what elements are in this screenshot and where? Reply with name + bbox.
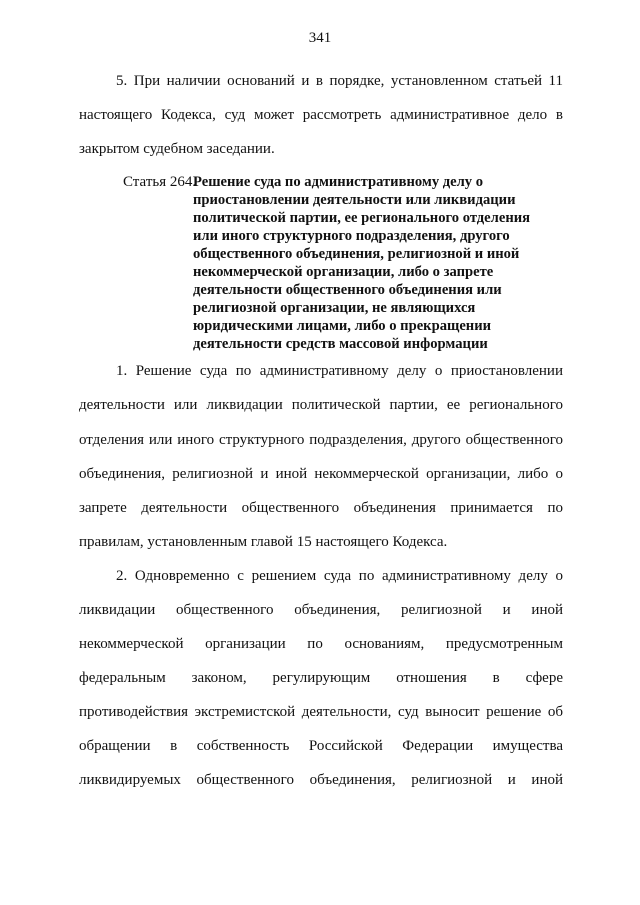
article-title-line: политической партии, ее регионального отделения [193, 210, 531, 226]
article-title-line: или иного структурного подразделения, другого [193, 228, 510, 244]
article-title-line: религиозной организации, не являющихся [193, 300, 476, 316]
article-title-line: некоммерческой организации, либо о запрете [193, 264, 494, 280]
article-title-line: общественного объединения, религиозной и иной [193, 246, 520, 262]
paragraph-2-line-3: некоммерческой организации по основаниям, предусмотренным [79, 636, 563, 652]
article-label: Статья 264. [123, 174, 197, 190]
article-title-line: Решение суда по административному делу о [193, 174, 484, 190]
paragraph-1-line-2: деятельности или ликвидации политической партии, ее регионального [79, 397, 563, 413]
paragraph-2-line-6: обращении в собственность Российской Федерации имущества [79, 738, 563, 754]
paragraph-1-line-6: правилам, установленным главой 15 настоящего Кодекса. [79, 534, 448, 550]
paragraph-5-line-3: закрытом судебном заседании. [79, 141, 275, 157]
article-title-line: деятельности средств массовой информации [193, 336, 488, 352]
paragraph-5-line-2: настоящего Кодекса, суд может рассмотреть административное дело в [79, 107, 563, 123]
article-title-line: приостановлении деятельности или ликвидации [193, 192, 516, 208]
paragraph-2-line-5: противодействия экстремистской деятельности, суд выносит решение об [79, 704, 563, 720]
paragraph-1-line-5: запрете деятельности общественного объединения принимается по [79, 500, 563, 516]
paragraph-2-line-7: ликвидируемых общественного объединения, религиозной и иной [79, 772, 563, 788]
page-number: 341 [308, 30, 332, 46]
paragraph-1-line-3: отделения или иного структурного подразделения, другого общественного [79, 432, 563, 448]
paragraph-2-line-1: 2. Одновременно с решением суда по административному делу о [116, 568, 563, 584]
article-title [193, 173, 553, 353]
paragraph-5-line-1: 5. При наличии оснований и в порядке, установленном статьей 11 [116, 73, 563, 89]
article-title-line: деятельности общественного объединения или [193, 282, 502, 298]
paragraph-1-line-4: объединения, религиозной и иной некоммерческой организации, либо о [79, 466, 563, 482]
paragraph-2-line-4: федеральным законом, регулирующим отношения в сфере [79, 670, 563, 686]
paragraph-1-line-1: 1. Решение суда по административному делу о приостановлении [116, 363, 563, 379]
paragraph-2-line-2: ликвидации общественного объединения, религиозной и иной [79, 602, 563, 618]
article-title-line: юридическими лицами, либо о прекращении [193, 318, 492, 334]
